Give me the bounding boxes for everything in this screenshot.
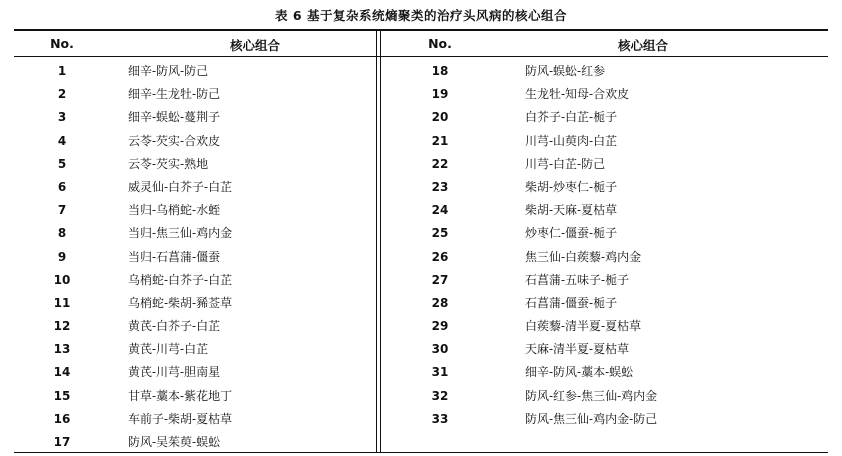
table-row bbox=[381, 222, 828, 245]
row-combo: 生龙牡-知母-合欢皮 bbox=[525, 87, 630, 102]
header-no-right: No. bbox=[428, 36, 452, 51]
table-row bbox=[381, 60, 828, 83]
row-number: 20 bbox=[431, 110, 449, 125]
row-number: 2 bbox=[57, 87, 67, 102]
row-number: 4 bbox=[57, 133, 67, 148]
table-row bbox=[14, 60, 376, 83]
header-no-left: No. bbox=[50, 36, 74, 51]
row-number: 33 bbox=[431, 411, 449, 426]
column-divider bbox=[376, 29, 377, 453]
row-number: 11 bbox=[53, 295, 71, 310]
row-number: 16 bbox=[53, 411, 71, 426]
row-number: 26 bbox=[431, 249, 449, 264]
table-row bbox=[14, 106, 376, 129]
row-combo: 川芎-白芷-防己 bbox=[525, 156, 606, 171]
table-row bbox=[14, 269, 376, 292]
row-number: 10 bbox=[53, 272, 71, 287]
row-combo: 石菖蒲-五味子-栀子 bbox=[525, 272, 630, 287]
row-number: 21 bbox=[431, 133, 449, 148]
table-row bbox=[381, 315, 828, 338]
row-combo: 乌梢蛇-柴胡-豨莶草 bbox=[128, 295, 233, 310]
table-row bbox=[14, 153, 376, 176]
row-combo: 天麻-清半夏-夏枯草 bbox=[525, 342, 630, 357]
row-combo: 细辛-生龙牡-防己 bbox=[128, 87, 221, 102]
row-combo: 云苓-芡实-合欢皮 bbox=[128, 133, 221, 148]
table-row bbox=[14, 385, 376, 408]
table-row bbox=[381, 292, 828, 315]
row-number: 32 bbox=[431, 388, 449, 403]
row-combo: 柴胡-天麻-夏枯草 bbox=[525, 203, 618, 218]
row-combo: 白蒺藜-清半夏-夏枯草 bbox=[525, 319, 642, 334]
row-combo: 云苓-芡实-熟地 bbox=[128, 156, 209, 171]
row-number: 6 bbox=[57, 179, 67, 194]
row-number: 9 bbox=[57, 249, 67, 264]
row-combo: 黄芪-川芎-胆南星 bbox=[128, 365, 221, 380]
row-number: 25 bbox=[431, 226, 449, 241]
table-row bbox=[381, 153, 828, 176]
row-combo: 车前子-柴胡-夏枯草 bbox=[128, 411, 233, 426]
table-title: 表 6 基于复杂系统熵聚类的治疗头风病的核心组合 bbox=[275, 8, 567, 23]
header-rule bbox=[14, 56, 828, 57]
row-number: 8 bbox=[57, 226, 67, 241]
row-number: 15 bbox=[53, 388, 71, 403]
row-number: 17 bbox=[53, 435, 71, 449]
row-number: 5 bbox=[57, 156, 67, 171]
left-rows bbox=[14, 60, 376, 454]
row-combo: 细辛-防风-防己 bbox=[128, 64, 209, 78]
row-number: 7 bbox=[57, 203, 67, 218]
table-row bbox=[14, 338, 376, 361]
row-combo: 川芎-山萸肉-白芷 bbox=[525, 133, 618, 148]
right-rows bbox=[381, 60, 828, 431]
row-number: 3 bbox=[57, 110, 67, 125]
table-row bbox=[381, 176, 828, 199]
row-combo: 当归-乌梢蛇-水蛭 bbox=[128, 203, 221, 218]
table-row bbox=[381, 338, 828, 361]
row-combo: 乌梢蛇-白芥子-白芷 bbox=[128, 272, 233, 287]
row-number: 31 bbox=[431, 365, 449, 380]
table-row bbox=[381, 361, 828, 384]
table-row bbox=[14, 315, 376, 338]
table-row bbox=[14, 199, 376, 222]
table-row bbox=[14, 222, 376, 245]
row-number: 18 bbox=[431, 64, 449, 78]
table-row bbox=[14, 246, 376, 269]
row-combo: 威灵仙-白芥子-白芷 bbox=[128, 179, 233, 194]
row-combo: 石菖蒲-僵蚕-栀子 bbox=[525, 295, 618, 310]
table-row bbox=[381, 246, 828, 269]
row-combo: 黄芪-白芥子-白芷 bbox=[128, 319, 221, 334]
row-combo: 柴胡-炒枣仁-栀子 bbox=[525, 179, 618, 194]
top-rule bbox=[14, 29, 828, 31]
row-number: 24 bbox=[431, 203, 449, 218]
row-combo: 防风-红参-焦三仙-鸡内金 bbox=[525, 388, 658, 403]
header-combo-right: 核心组合 bbox=[617, 38, 668, 53]
row-number: 22 bbox=[431, 156, 449, 171]
row-number: 12 bbox=[53, 319, 71, 334]
row-number: 28 bbox=[431, 295, 449, 310]
row-combo: 当归-石菖蒲-僵蚕 bbox=[128, 249, 221, 264]
table-row bbox=[14, 408, 376, 431]
table-row bbox=[381, 385, 828, 408]
table-row bbox=[14, 361, 376, 384]
row-combo: 防风-吴茱萸-蜈蚣 bbox=[128, 435, 221, 449]
row-combo: 黄芪-川芎-白芷 bbox=[128, 342, 209, 357]
row-combo: 细辛-蜈蚣-蔓荆子 bbox=[128, 110, 221, 125]
table-row bbox=[14, 292, 376, 315]
row-number: 14 bbox=[53, 365, 71, 380]
table-row bbox=[14, 130, 376, 153]
row-combo: 白芥子-白芷-栀子 bbox=[525, 110, 618, 125]
table-row bbox=[381, 269, 828, 292]
header-combo-left: 核心组合 bbox=[229, 38, 280, 53]
row-number: 29 bbox=[431, 319, 449, 334]
table-row bbox=[381, 408, 828, 431]
table-row bbox=[14, 431, 376, 454]
row-combo: 当归-焦三仙-鸡内金 bbox=[128, 226, 233, 241]
table-row bbox=[381, 83, 828, 106]
table-row bbox=[381, 130, 828, 153]
table-row bbox=[381, 106, 828, 129]
row-combo: 防风-蜈蚣-红参 bbox=[525, 64, 606, 78]
row-number: 23 bbox=[431, 179, 449, 194]
row-combo: 焦三仙-白蒺藜-鸡内金 bbox=[525, 249, 642, 264]
row-combo: 细辛-防风-藁本-蜈蚣 bbox=[525, 365, 634, 380]
table-row bbox=[14, 83, 376, 106]
row-number: 19 bbox=[431, 87, 449, 102]
row-combo: 防风-焦三仙-鸡内金-防己 bbox=[525, 411, 658, 426]
row-number: 13 bbox=[53, 342, 71, 357]
table-row bbox=[381, 199, 828, 222]
row-combo: 甘草-藁本-紫花地丁 bbox=[128, 388, 233, 403]
row-number: 30 bbox=[431, 342, 449, 357]
row-combo: 炒枣仁-僵蚕-栀子 bbox=[525, 226, 618, 241]
row-number: 27 bbox=[431, 272, 449, 287]
table-row bbox=[14, 176, 376, 199]
row-number: 1 bbox=[57, 64, 67, 78]
